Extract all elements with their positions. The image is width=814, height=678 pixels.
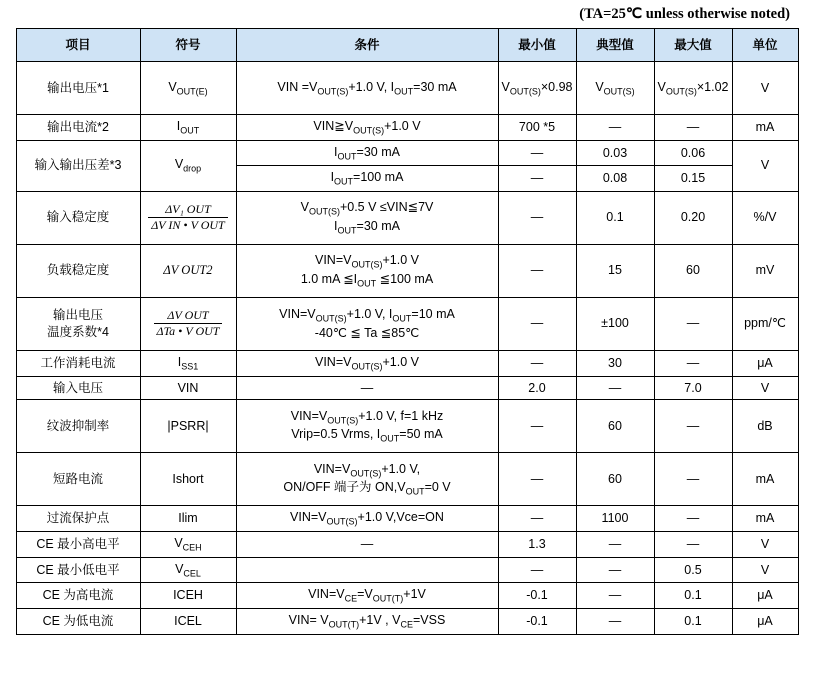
cell-condition: —	[236, 532, 498, 558]
condition-line-1: $VIN=V_{OUT(S)}+1.0$ V, f=1 kHz	[290, 408, 444, 426]
cell-symbol: $V_{drop}$	[140, 140, 236, 191]
condition-line-1: $VIN=V_{OUT(S)}+1.0$ V	[315, 253, 419, 270]
cell-typ: —	[576, 583, 654, 609]
cell-unit: μA	[732, 350, 798, 376]
cell-max: —	[654, 350, 732, 376]
cell-item: 纹波抑制率	[16, 400, 140, 453]
table-row	[16, 297, 798, 350]
cell-unit: μA	[732, 609, 798, 635]
header-symbol: 符号	[140, 29, 236, 62]
table-row	[16, 583, 798, 609]
cell-max: $V_{OUT(S)}\times 1.02$	[654, 62, 732, 115]
table-row	[16, 115, 798, 141]
table-row	[16, 400, 798, 453]
cell-max: 0.5	[654, 557, 732, 583]
cell-max: 0.15	[654, 166, 732, 192]
cell-condition: $I_{OUT}=30$ mA	[236, 140, 498, 166]
cell-condition	[236, 557, 498, 583]
condition-line-1: $VIN=V_{OUT(S)}+1.0$ V, $I_{OUT}=10$ mA	[279, 307, 455, 324]
table-header-row	[16, 29, 798, 62]
cell-item: 输出电流*2	[16, 115, 140, 141]
cell-typ: 0.08	[576, 166, 654, 192]
cell-typ: —	[576, 557, 654, 583]
cell-unit: mA	[732, 115, 798, 141]
cell-max: 0.1	[654, 583, 732, 609]
cell-min: —	[498, 506, 576, 532]
cell-condition	[236, 191, 498, 244]
cell-condition	[236, 297, 498, 350]
cell-condition: $VIN≧V_{OUT(S)}+1.0$ V	[236, 115, 498, 141]
cell-symbol	[140, 297, 236, 350]
cell-symbol: Ishort	[140, 453, 236, 506]
cell-max: 0.06	[654, 140, 732, 166]
cell-item: 工作消耗电流	[16, 350, 140, 376]
condition-line-2: -40℃ ≦ Ta ≦85℃	[314, 325, 420, 340]
cell-symbol: Ilim	[140, 506, 236, 532]
cell-item: CE 最小高电平	[16, 532, 140, 558]
cell-item: CE 为高电流	[16, 583, 140, 609]
cell-typ: —	[576, 115, 654, 141]
cell-min: 1.3	[498, 532, 576, 558]
formula-numerator: ΔV OUT	[154, 309, 223, 325]
cell-item: CE 最小低电平	[16, 557, 140, 583]
cell-symbol: VIN	[140, 376, 236, 400]
cell-max: 0.20	[654, 191, 732, 244]
cell-condition: —	[236, 376, 498, 400]
formula-fraction	[148, 203, 227, 234]
cell-min: 700 *5	[498, 115, 576, 141]
condition-line-2: 1.0 mA $≦I_{OUT}$ ≦100 mA	[300, 271, 434, 289]
cell-min: —	[498, 166, 576, 192]
cell-max: —	[654, 532, 732, 558]
cell-unit: mV	[732, 244, 798, 297]
cell-symbol: ΔV OUT2	[140, 244, 236, 297]
cell-typ: 60	[576, 453, 654, 506]
cell-max: —	[654, 453, 732, 506]
cell-typ: $V_{OUT(S)}$	[576, 62, 654, 115]
cell-symbol: $V_{CEL}$	[140, 557, 236, 583]
temperature-note: (TA=25℃ unless otherwise noted)	[579, 6, 790, 22]
cell-typ: 0.03	[576, 140, 654, 166]
header-item: 项目	[16, 29, 140, 62]
cell-item: 短路电流	[16, 453, 140, 506]
header-condition: 条件	[236, 29, 498, 62]
cell-item: 输出电压*1	[16, 62, 140, 115]
cell-condition: $VIN=V_{CE}=V_{OUT(T)}+1V$	[236, 583, 498, 609]
cell-typ: 0.1	[576, 191, 654, 244]
cell-condition: $VIN=V_{OUT(S)}+1.0$ V	[236, 350, 498, 376]
cell-unit: mA	[732, 453, 798, 506]
cell-min: —	[498, 557, 576, 583]
cell-symbol: $V_{CEH}$	[140, 532, 236, 558]
cell-typ: 15	[576, 244, 654, 297]
cell-max: —	[654, 506, 732, 532]
table-row	[16, 532, 798, 558]
table-row	[16, 350, 798, 376]
cell-typ: —	[576, 532, 654, 558]
cell-symbol: ICEL	[140, 609, 236, 635]
cell-item: 输入电压	[16, 376, 140, 400]
header-typ: 典型值	[576, 29, 654, 62]
cell-condition	[236, 400, 498, 453]
cell-max: —	[654, 115, 732, 141]
cell-typ: —	[576, 609, 654, 635]
cell-condition	[236, 244, 498, 297]
table-row	[16, 506, 798, 532]
cell-item: CE 为低电流	[16, 609, 140, 635]
cell-max: 7.0	[654, 376, 732, 400]
table-row	[16, 376, 798, 400]
cell-condition	[236, 453, 498, 506]
item-line-1: 输出电压	[52, 308, 103, 323]
cell-condition: $VIN=V_{OUT(S)}+1.0$ V,Vce=ON	[236, 506, 498, 532]
formula-fraction	[154, 309, 223, 340]
cell-unit: V	[732, 376, 798, 400]
cell-typ: —	[576, 376, 654, 400]
cell-min: —	[498, 297, 576, 350]
table-row	[16, 191, 798, 244]
cell-typ: 60	[576, 400, 654, 453]
table-row	[16, 62, 798, 115]
cell-min: 2.0	[498, 376, 576, 400]
table-row	[16, 140, 798, 166]
cell-typ: 1100	[576, 506, 654, 532]
cell-symbol: |PSRR|	[140, 400, 236, 453]
cell-max: 0.1	[654, 609, 732, 635]
cell-symbol: $I_{OUT}$	[140, 115, 236, 141]
table-row	[16, 557, 798, 583]
cell-typ: ±100	[576, 297, 654, 350]
cell-unit: μA	[732, 583, 798, 609]
header-unit: 单位	[732, 29, 798, 62]
table-row	[16, 453, 798, 506]
cell-unit: V	[732, 140, 798, 191]
condition-line-2: $I_{OUT}=30$ mA	[334, 218, 400, 236]
cell-symbol: $V_{OUT(E)}$	[140, 62, 236, 115]
cell-unit: %/V	[732, 191, 798, 244]
condition-line-1: $VIN=V_{OUT(S)}+1.0$ V,	[313, 461, 421, 479]
cell-unit: V	[732, 532, 798, 558]
cell-max: 60	[654, 244, 732, 297]
formula-denominator: ΔV IN • V OUT	[151, 218, 225, 233]
cell-max: —	[654, 400, 732, 453]
cell-min: —	[498, 350, 576, 376]
condition-line-1: $V_{OUT(S)}+0.5$ V ≤VIN≦7V	[300, 200, 434, 217]
cell-min: $V_{OUT(S)}\times 0.98$	[498, 62, 576, 115]
cell-item: 过流保护点	[16, 506, 140, 532]
cell-item	[16, 297, 140, 350]
cell-condition: $VIN= V_{OUT(T)}+1V$ , $V_{CE}=VSS$	[236, 609, 498, 635]
cell-unit: dB	[732, 400, 798, 453]
cell-typ: 30	[576, 350, 654, 376]
formula-numerator: ΔV₁ OUT	[148, 203, 227, 219]
item-line-2: 温度系数*4	[47, 324, 109, 339]
cell-min: —	[498, 140, 576, 166]
cell-condition: VIN $=V_{OUT(S)}+1.0$ V, $I_{OUT}=30$ mA	[236, 62, 498, 115]
cell-symbol: $I_{SS1}$	[140, 350, 236, 376]
cell-unit: mA	[732, 506, 798, 532]
cell-symbol: ICEH	[140, 583, 236, 609]
cell-condition: $I_{OUT}=100$ mA	[236, 166, 498, 192]
condition-line-2: ON/OFF 端子为 $ON,V_{OUT}=0$ V	[283, 480, 451, 497]
header-max: 最大值	[654, 29, 732, 62]
cell-min: -0.1	[498, 583, 576, 609]
table-row	[16, 244, 798, 297]
cell-min: —	[498, 244, 576, 297]
cell-max: —	[654, 297, 732, 350]
cell-item: 输入输出压差*3	[16, 140, 140, 191]
cell-unit: V	[732, 62, 798, 115]
cell-min: —	[498, 191, 576, 244]
cell-unit: V	[732, 557, 798, 583]
table-row	[16, 609, 798, 635]
cell-unit: ppm/℃	[732, 297, 798, 350]
condition-line-2: Vrip=0.5 Vrms, $I_{OUT}=50$ mA	[291, 427, 443, 444]
cell-min: -0.1	[498, 609, 576, 635]
cell-symbol	[140, 191, 236, 244]
electrical-characteristics-table	[16, 28, 799, 635]
cell-item: 输入稳定度	[16, 191, 140, 244]
cell-min: —	[498, 400, 576, 453]
header-min: 最小值	[498, 29, 576, 62]
formula-denominator: ΔTa • V OUT	[156, 324, 220, 339]
cell-item: 负载稳定度	[16, 244, 140, 297]
cell-min: —	[498, 453, 576, 506]
